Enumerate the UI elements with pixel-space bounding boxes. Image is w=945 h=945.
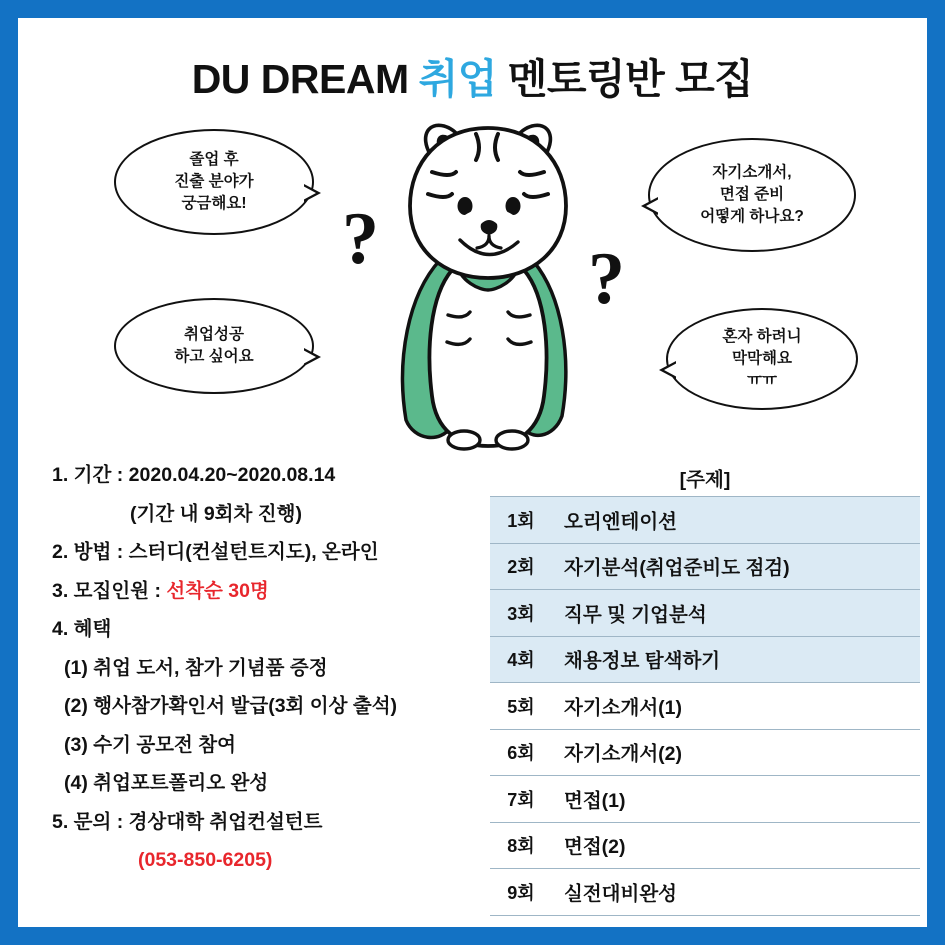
bubble-line: 혼자 하려니 xyxy=(722,328,802,345)
table-row xyxy=(490,544,920,591)
table-row xyxy=(490,823,920,870)
table-row xyxy=(490,590,920,637)
session-topic: 실전대비완성 xyxy=(564,882,678,905)
table-row xyxy=(490,730,920,777)
title-brand: DU DREAM xyxy=(191,56,409,102)
bubble-line: ㅠㅠ xyxy=(747,372,777,389)
question-mark-icon-right: ? xyxy=(588,238,625,320)
bubble-tail-icon xyxy=(304,184,321,202)
question-mark-icon-left: ? xyxy=(342,198,379,280)
info-capacity-label: 3. 모집인원 : xyxy=(52,579,167,602)
session-topic: 자기분석(취업준비도 점검) xyxy=(564,557,790,580)
poster xyxy=(18,18,927,927)
bubble-line: 하고 싶어요 xyxy=(174,348,254,365)
speech-bubble-success xyxy=(114,298,314,394)
bubble-line: 취업성공 xyxy=(184,326,244,343)
bubble-tail-icon xyxy=(659,361,676,379)
session-number: 2회 xyxy=(507,557,535,578)
bubble-tail-icon xyxy=(641,197,658,215)
bubble-line: 진출 분야가 xyxy=(174,173,254,190)
tiger-mascot-illustration xyxy=(348,110,628,455)
speech-bubble-alone xyxy=(666,308,858,410)
title-highlight: 취업 xyxy=(418,56,497,102)
session-topic: 채용정보 탐색하기 xyxy=(564,650,721,673)
table-row xyxy=(490,776,920,823)
table-row xyxy=(490,683,920,730)
session-number: 6회 xyxy=(507,743,535,764)
bubble-line: 막막해요 xyxy=(732,350,792,367)
info-method: 2. 방법 : 스터디(컨설턴트지도), 온라인 xyxy=(52,541,379,563)
info-benefit-3: (3) 수기 공모전 참여 xyxy=(64,733,236,756)
session-number: 7회 xyxy=(507,789,535,810)
program-info-list xyxy=(52,466,482,890)
bubble-line: 면접 준비 xyxy=(719,186,785,203)
bubble-line: 졸업 후 xyxy=(189,151,239,168)
bubble-line: 궁금해요! xyxy=(181,195,247,212)
session-topic: 직무 및 기업분석 xyxy=(564,603,707,626)
speech-bubble-resume xyxy=(648,138,856,252)
topic-table-title: [주제] xyxy=(679,469,731,491)
info-period-note: (기간 내 9회차 진행) xyxy=(130,502,302,525)
table-row xyxy=(490,637,920,684)
session-number: 9회 xyxy=(507,882,535,903)
table-row xyxy=(490,497,920,544)
info-benefit-1: (1) 취업 도서, 참가 기념품 증정 xyxy=(64,656,328,679)
session-topic: 오리엔테이션 xyxy=(564,510,678,533)
bubble-line: 어떻게 하나요? xyxy=(700,208,804,225)
session-topic: 자기소개서(2) xyxy=(564,743,683,766)
bubble-line: 자기소개서, xyxy=(712,164,792,181)
info-benefit-4: (4) 취업포트폴리오 완성 xyxy=(64,772,269,794)
session-number: 8회 xyxy=(507,836,535,857)
table-row xyxy=(490,869,920,916)
info-capacity xyxy=(52,579,482,602)
info-period: 1. 기간 : 2020.04.20~2020.08.14 xyxy=(52,464,336,486)
info-capacity-value: 선착순 30명 xyxy=(166,579,269,602)
session-number: 1회 xyxy=(507,510,535,531)
session-number: 4회 xyxy=(507,650,535,671)
info-benefit-2: (2) 행사참가확인서 발급(3회 이상 출석) xyxy=(64,695,398,717)
session-topic: 면접(2) xyxy=(564,836,626,859)
title-rest: 멘토링반 모집 xyxy=(507,56,754,102)
info-phone: (053-850-6205) xyxy=(138,849,273,871)
info-contact: 5. 문의 : 경상대학 취업컨설턴트 xyxy=(52,810,323,833)
session-topic: 자기소개서(1) xyxy=(564,696,683,719)
info-benefits-heading: 4. 혜택 xyxy=(52,618,112,640)
session-number: 3회 xyxy=(507,603,535,624)
session-number: 5회 xyxy=(507,696,535,717)
speech-bubble-graduation xyxy=(114,129,314,235)
topic-table xyxy=(490,496,920,916)
session-topic: 면접(1) xyxy=(564,789,626,812)
bubble-tail-icon xyxy=(304,348,321,366)
page-title xyxy=(18,46,927,105)
